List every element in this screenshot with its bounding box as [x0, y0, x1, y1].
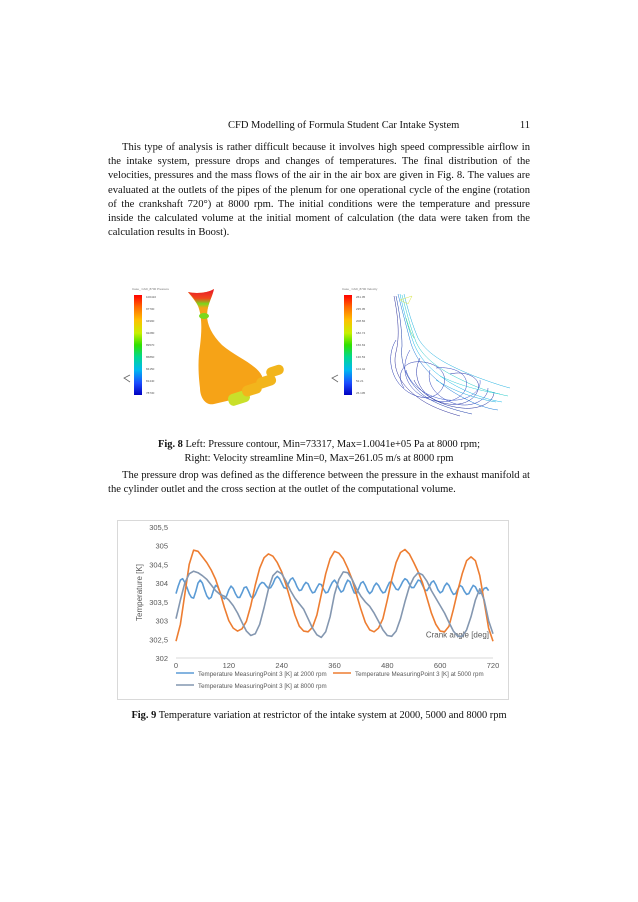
paragraph-analysis: This type of analysis is rather difficult because it involves high speed compressible airflow in the intake system, pressure drops and changes of temperatures. The final distribution of the velocities, pressures and the mass flows of the air in the air box are given in Fig. 8. The values are evaluated at the outlets of the pipes of the plenum for one operational cycle of the engine (rotation of the crankshaft 720°) at 8000 rpm. The initial conditions were the temperature and pressure inside the calculated volume at the initial moment of calculation (the data were taken from the calculation results in Boost).	[108, 142, 530, 239]
figure-9-caption-text: Temperature variation at restrictor of the intake system at 2000, 5000 and 8000 rpm	[156, 710, 507, 721]
svg-text:156.63: 156.63	[356, 343, 366, 347]
figure-8-graphics	[110, 280, 530, 430]
chart-legend	[176, 671, 484, 690]
x-axis-ticks	[174, 661, 499, 670]
svg-text:52.21: 52.21	[356, 379, 364, 383]
x-tick-label: 600	[433, 661, 447, 670]
temperature-chart-svg	[118, 521, 508, 699]
y-tick-label: 305,5	[149, 523, 168, 532]
paragraph-pressure-drop: The pressure drop was defined as the difference between the pressure in the exhaust manifold at the cylinder outlet and the cross section at the outlet of the computational volume.	[108, 470, 530, 496]
page-number: 11	[519, 120, 530, 131]
figure-9-label: Fig. 9	[131, 710, 157, 721]
y-tick-label: 305	[155, 541, 168, 551]
y-axis-label: Temperature [K]	[135, 564, 144, 621]
y-tick-label: 302,5	[149, 635, 168, 645]
svg-text:97700: 97700	[146, 307, 155, 311]
svg-text:235.05: 235.05	[356, 307, 366, 311]
series-lines	[176, 550, 493, 642]
figure-8-caption-line1: Left: Pressure contour, Min=73317, Max=1.0041e+05 Pa at 8000 rpm;	[182, 439, 480, 450]
y-axis-ticks	[149, 523, 168, 663]
y-tick-label: 304	[155, 579, 168, 589]
svg-text:208.84: 208.84	[356, 319, 366, 323]
figure-8-caption-line2: Right: Velocity streamline Min=0, Max=261.05 m/s at 8000 rpm	[184, 453, 454, 464]
legend-entry-2: Temperature MeasuringPoint 3 [K] at 5000 rpm	[355, 671, 484, 678]
x-axis-label: Crank angle [deg]	[425, 630, 489, 640]
x-tick-label: 720	[486, 661, 500, 670]
pressure-legend	[124, 287, 169, 395]
y-tick-label: 303	[155, 616, 168, 626]
x-tick-label: 0	[173, 661, 179, 670]
svg-text:92280: 92280	[146, 331, 155, 335]
svg-text:81440: 81440	[146, 379, 155, 383]
svg-text:78730: 78730	[146, 391, 155, 395]
x-tick-label: 360	[328, 661, 341, 670]
x-tick-label: 480	[381, 661, 394, 670]
svg-text:84150: 84150	[146, 367, 155, 371]
svg-text:182.74: 182.74	[356, 331, 366, 335]
legend-entry-3: Temperature MeasuringPoint 3 [K] at 8000 rpm	[198, 683, 327, 690]
svg-text:89570: 89570	[146, 343, 155, 347]
temperature-chart	[117, 520, 509, 700]
running-title: CFD Modelling of Formula Student Car Intake System	[228, 120, 460, 131]
svg-text:94990: 94990	[146, 319, 155, 323]
svg-text:100410: 100410	[146, 295, 157, 299]
svg-text:261.05: 261.05	[356, 295, 366, 299]
figure-8	[110, 280, 530, 430]
y-tick-label: 304,5	[149, 560, 168, 570]
svg-text:104.42: 104.42	[356, 367, 366, 371]
velocity-legend	[332, 287, 378, 395]
velocity-streamline-model	[391, 294, 510, 416]
pressure-contour-model	[188, 289, 285, 407]
figure-8-label: Fig. 8	[158, 439, 183, 450]
svg-text:130.53: 130.53	[356, 355, 366, 359]
y-tick-label: 302	[155, 654, 168, 663]
figure-8-caption	[108, 438, 530, 466]
x-tick-label: 120	[222, 661, 236, 670]
svg-text:Case_ CAD_8700 Pressure: Case_ CAD_8700 Pressure	[132, 287, 170, 291]
figure-9-caption	[108, 709, 530, 723]
legend-entry-1: Temperature MeasuringPoint 3 [K] at 2000 rpm	[198, 671, 327, 678]
svg-text:26.105: 26.105	[356, 391, 366, 395]
svg-text:Case_ CAD_8700 Velocity: Case_ CAD_8700 Velocity	[342, 287, 378, 291]
x-tick-label: 240	[275, 661, 288, 670]
svg-text:86860: 86860	[146, 355, 155, 359]
y-tick-label: 303,5	[149, 597, 168, 607]
